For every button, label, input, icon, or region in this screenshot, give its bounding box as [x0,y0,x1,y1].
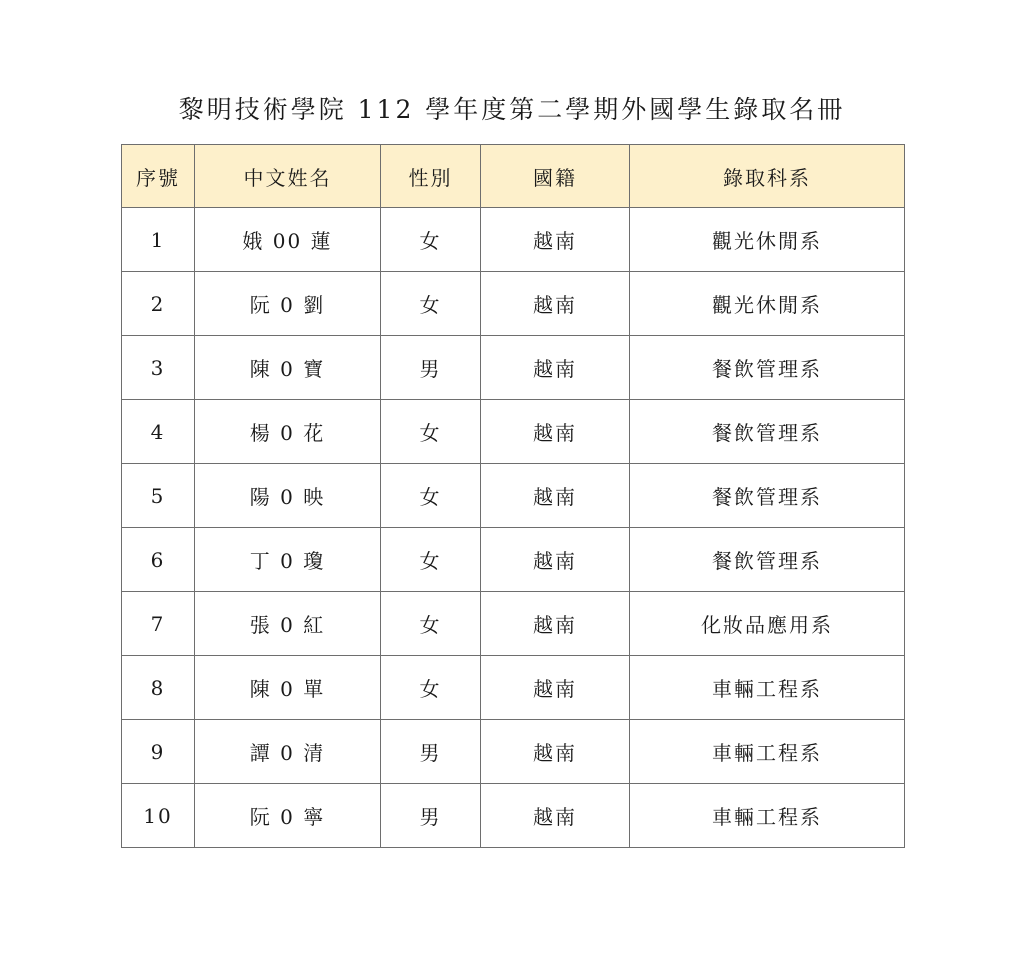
column-header-department: 錄取科系 [630,145,905,208]
column-header-serial: 序號 [122,145,195,208]
document-title: 黎明技術學院 112 學年度第二學期外國學生錄取名冊 [178,95,846,124]
column-header-chinese-name: 中文姓名 [195,145,381,208]
cell-serial: 6 [122,528,195,592]
cell-gender: 女 [381,400,481,464]
cell-serial: 5 [122,464,195,528]
table-row [122,464,905,528]
cell-chinese-name: 譚 0 清 [195,720,381,784]
cell-serial: 3 [122,336,195,400]
table-row [122,208,905,272]
cell-department: 餐飲管理系 [630,336,905,400]
column-header-nationality: 國籍 [481,145,630,208]
table-row [122,592,905,656]
cell-nationality: 越南 [481,400,630,464]
cell-chinese-name: 娥 00 蓮 [195,208,381,272]
column-header-gender: 性別 [381,145,481,208]
cell-serial: 8 [122,656,195,720]
table-row [122,656,905,720]
cell-gender: 男 [381,720,481,784]
cell-serial: 1 [122,208,195,272]
cell-chinese-name: 丁 0 瓊 [195,528,381,592]
cell-department: 化妝品應用系 [630,592,905,656]
cell-gender: 女 [381,656,481,720]
cell-nationality: 越南 [481,336,630,400]
cell-gender: 男 [381,784,481,848]
cell-serial: 10 [122,784,195,848]
cell-department: 車輛工程系 [630,784,905,848]
table-row [122,400,905,464]
cell-nationality: 越南 [481,656,630,720]
table-row [122,720,905,784]
table-row [122,272,905,336]
cell-department: 觀光休閒系 [630,208,905,272]
cell-gender: 女 [381,272,481,336]
cell-chinese-name: 陽 0 映 [195,464,381,528]
cell-department: 車輛工程系 [630,720,905,784]
cell-chinese-name: 陳 0 單 [195,656,381,720]
cell-department: 餐飲管理系 [630,400,905,464]
cell-serial: 4 [122,400,195,464]
cell-department: 觀光休閒系 [630,272,905,336]
cell-chinese-name: 阮 0 寧 [195,784,381,848]
cell-department: 車輛工程系 [630,656,905,720]
cell-nationality: 越南 [481,528,630,592]
cell-serial: 7 [122,592,195,656]
cell-chinese-name: 楊 0 花 [195,400,381,464]
table-row [122,528,905,592]
cell-nationality: 越南 [481,272,630,336]
cell-serial: 9 [122,720,195,784]
cell-nationality: 越南 [481,784,630,848]
cell-nationality: 越南 [481,464,630,528]
table-header-row [122,145,905,208]
cell-gender: 女 [381,208,481,272]
cell-gender: 女 [381,464,481,528]
cell-chinese-name: 阮 0 劉 [195,272,381,336]
cell-department: 餐飲管理系 [630,528,905,592]
cell-chinese-name: 陳 0 寶 [195,336,381,400]
cell-gender: 女 [381,528,481,592]
cell-department: 餐飲管理系 [630,464,905,528]
cell-serial: 2 [122,272,195,336]
table-row [122,336,905,400]
cell-gender: 女 [381,592,481,656]
cell-nationality: 越南 [481,592,630,656]
cell-chinese-name: 張 0 紅 [195,592,381,656]
table-row [122,784,905,848]
admission-roster-table [121,144,905,848]
cell-nationality: 越南 [481,720,630,784]
cell-gender: 男 [381,336,481,400]
cell-nationality: 越南 [481,208,630,272]
